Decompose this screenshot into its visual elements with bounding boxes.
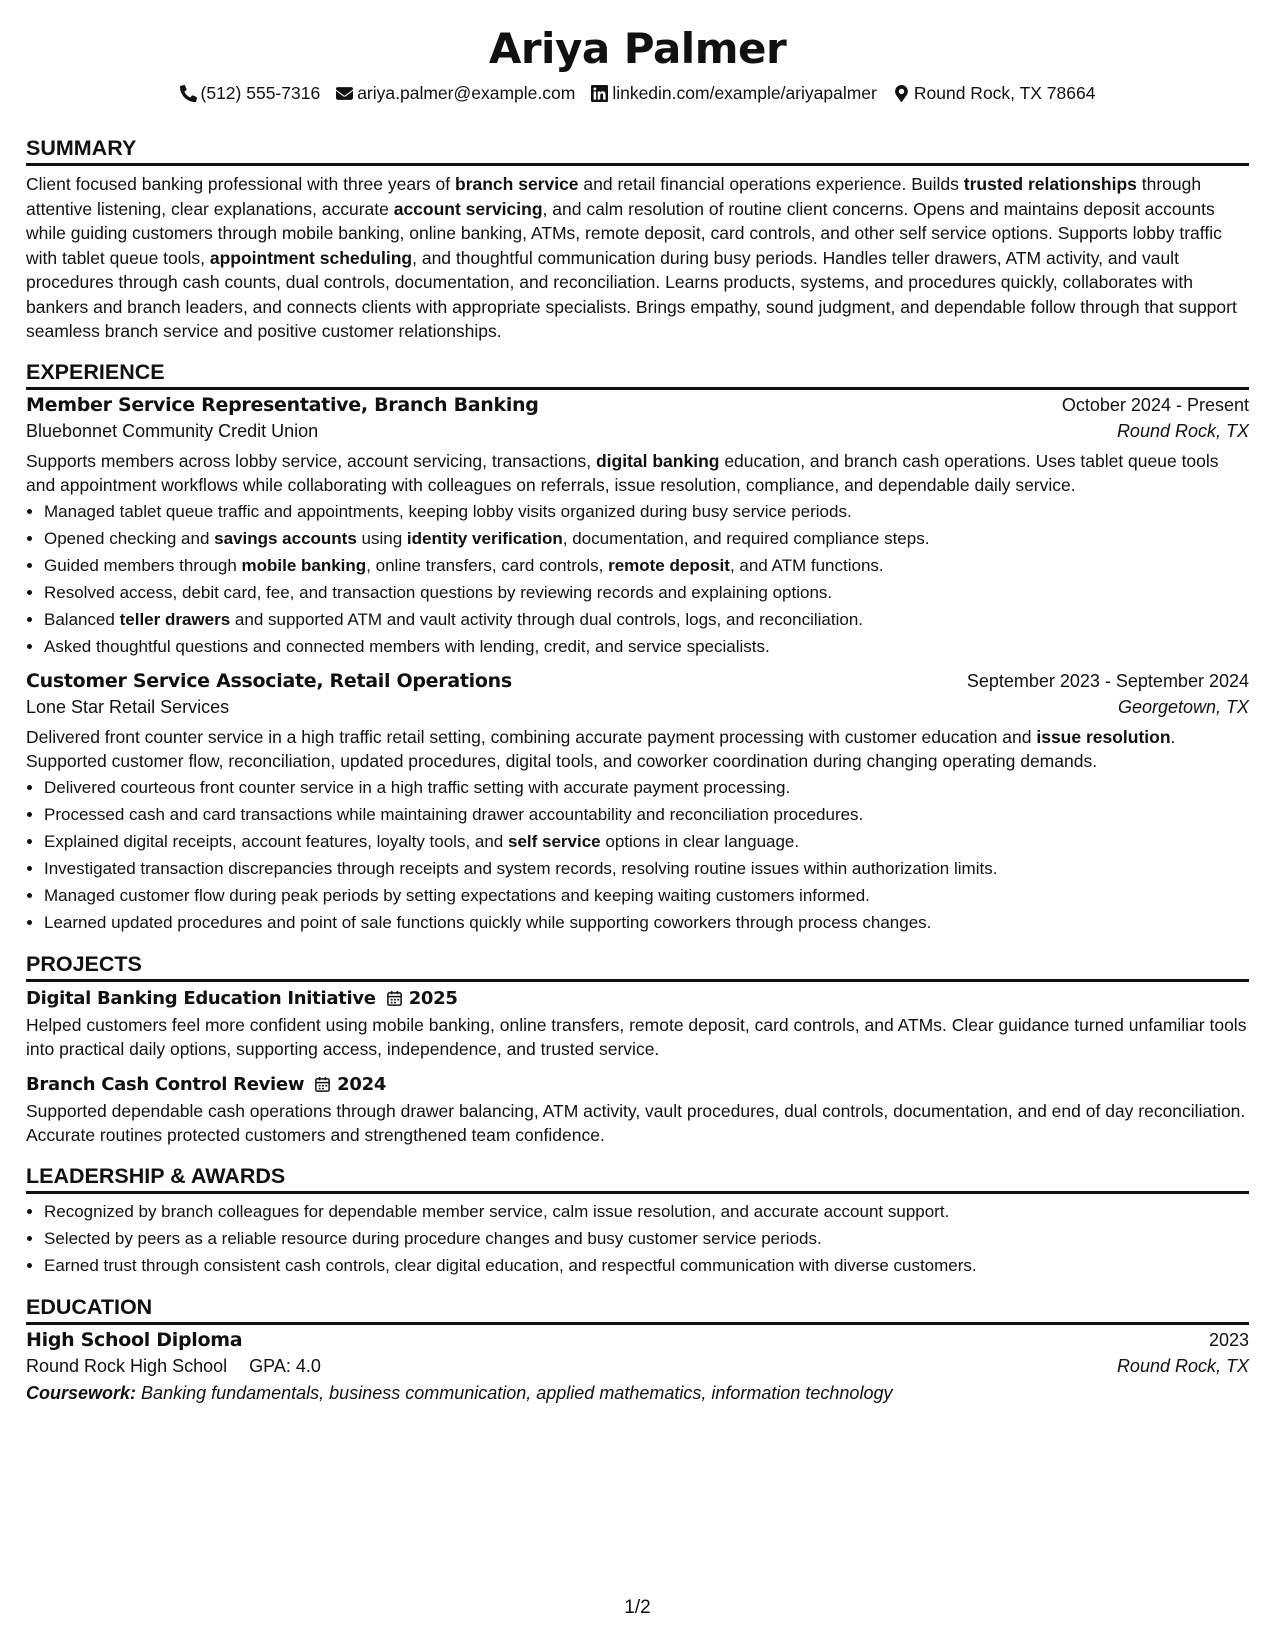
- linkedin-text: linkedin.com/example/ariyapalmer: [612, 83, 877, 103]
- bold-keyword: branch service: [455, 174, 579, 194]
- job-title: Customer Service Associate, Retail Operations: [26, 669, 512, 692]
- education-school: Round Rock High School: [26, 1355, 228, 1376]
- bullet-item: • Balanced teller drawers and supported ATM and vault activity through dual controls, logs, and reconciliation.: [44, 606, 1249, 633]
- phone-icon: [180, 85, 197, 102]
- bullet-item: • Guided members through mobile banking, online transfers, card controls, remote deposit, and ATM functions.: [44, 552, 1249, 579]
- job-entry: [26, 670, 1249, 936]
- bold-keyword: savings accounts: [214, 528, 357, 548]
- bullet-item: • Managed customer flow during peak periods by setting expectations and keeping waiting customers informed.: [44, 882, 1249, 909]
- bullet-item: • Asked thoughtful questions and connected members with lending, credit, and service specialists.: [44, 633, 1249, 660]
- job-date: October 2024 - Present: [1061, 394, 1249, 415]
- bullet-item: • Resolved access, debit card, fee, and transaction questions by reviewing records and explaining options.: [44, 579, 1249, 606]
- calendar-icon: [386, 990, 403, 1007]
- bullet-item: • Explained digital receipts, account features, loyalty tools, and self service options in clear language.: [44, 828, 1249, 855]
- job-bullets: [26, 774, 1249, 936]
- coursework-text: Banking fundamentals, business communication, applied mathematics, information technology: [141, 1382, 893, 1403]
- bold-keyword: trusted relationships: [963, 174, 1137, 194]
- section-title-projects: PROJECTS: [26, 950, 1249, 982]
- email-text: ariya.palmer@example.com: [357, 83, 576, 103]
- job-entry: [26, 394, 1249, 660]
- bullet-item: • Investigated transaction discrepancies through receipts and system records, resolving routine issues within authorization limits.: [44, 855, 1249, 882]
- bullet-item: • Delivered courteous front counter service in a high traffic setting with accurate payment processing.: [44, 774, 1249, 801]
- envelope-icon: [336, 85, 353, 102]
- education-gpa: GPA: 4.0: [249, 1355, 321, 1376]
- project-description: Supported dependable cash operations through drawer balancing, ATM activity, vault procedures, dual controls, documentation, and end of day reconciliation. Accurate routines protected customers and strengthened team confidence.: [26, 1100, 1246, 1145]
- bold-keyword: appointment scheduling: [209, 247, 413, 268]
- leadership-list: [26, 1198, 1249, 1279]
- location-text: Round Rock, TX 78664: [913, 83, 1096, 103]
- leadership-item: • Recognized by branch colleagues for dependable member service, calm issue resolution, and accurate account support.: [44, 1198, 1249, 1225]
- job-company: Bluebonnet Community Credit Union: [26, 420, 319, 441]
- job-date: September 2023 - September 2024: [966, 670, 1249, 691]
- project-title: Digital Banking Education Initiative: [26, 987, 376, 1009]
- education-year: 2023: [1208, 1329, 1249, 1350]
- bold-keyword: remote deposit: [608, 555, 730, 575]
- contact-linkedin[interactable]: [591, 80, 877, 106]
- summary-text: Client focused banking professional with three years of branch service and retail financial operations experience. Builds trusted relationships through attentive listening, clear explanations, accurate account servicing, and calm resolution of routine client concerns. Opens and maintains deposit accounts while guiding customers through mobile banking, online banking, ATMs, remote deposit, card controls, and other self service options. Supports lobby traffic with tablet queue tools, appointment scheduling, and thoughtful communication during busy periods. Handles teller drawers, ATM activity, and vault procedures through cash counts, dual controls, documentation, and reconciliation. Learns products, systems, and procedures quickly, collaborates with bankers and branch leaders, and connects clients with appropriate specialists. Brings empathy, sound judgment, and dependable follow through that support seamless branch service and positive customer relationships.: [26, 174, 1237, 341]
- contact-phone[interactable]: [180, 80, 321, 106]
- project-year: 2025: [408, 987, 458, 1009]
- project-entry: [26, 1074, 1249, 1148]
- map-pin-icon: [893, 85, 910, 102]
- contact-email[interactable]: [336, 80, 575, 106]
- calendar-icon: [314, 1076, 331, 1093]
- project-description: Helped customers feel more confident using mobile banking, online transfers, remote deposit, card controls, and ATMs. Clear guidance turned unfamiliar tools into practical daily options, supporting access, independence, and trusted service.: [26, 1014, 1247, 1059]
- bold-keyword: digital banking: [595, 450, 720, 471]
- project-title: Branch Cash Control Review: [26, 1073, 305, 1095]
- leadership-item: • Selected by peers as a reliable resource during procedure changes and busy customer service periods.: [44, 1225, 1249, 1252]
- coursework-label: Coursework:: [26, 1382, 137, 1403]
- education-degree: High School Diploma: [26, 1328, 243, 1351]
- section-title-experience: EXPERIENCE: [26, 358, 1249, 390]
- page-number: 1/2: [624, 1597, 651, 1618]
- bullet-item: • Processed cash and card transactions while maintaining drawer accountability and reconciliation procedures.: [44, 801, 1249, 828]
- bold-keyword: teller drawers: [119, 609, 231, 629]
- education-entry: [26, 1329, 1249, 1404]
- project-year: 2024: [337, 1073, 387, 1095]
- job-title: Member Service Representative, Branch Banking: [26, 393, 539, 416]
- contact-location: [893, 80, 1096, 106]
- education-location: Round Rock, TX: [1116, 1355, 1249, 1376]
- section-title-summary: SUMMARY: [26, 134, 1249, 166]
- bold-keyword: identity verification: [406, 528, 563, 548]
- leadership-item: • Earned trust through consistent cash controls, clear digital education, and respectful communication with diverse customers.: [44, 1252, 1249, 1279]
- bullet-item: • Learned updated procedures and point of sale functions quickly while supporting coworkers through process changes.: [44, 909, 1249, 936]
- job-summary: Supports members across lobby service, account servicing, transactions, digital banking education, and branch cash operations. Uses tablet queue tools and appointment workflows while collaborating with colleagues on referrals, issue resolution, compliance, and dependable daily service.: [26, 450, 1219, 495]
- bold-keyword: account servicing: [393, 198, 543, 219]
- job-location: Georgetown, TX: [1117, 696, 1249, 717]
- project-entry: [26, 988, 1249, 1062]
- candidate-name: Ariya Palmer: [488, 24, 787, 73]
- phone-text: (512) 555-7316: [200, 83, 321, 103]
- section-title-education: EDUCATION: [26, 1293, 1249, 1325]
- job-company: Lone Star Retail Services: [26, 696, 230, 717]
- linkedin-icon: [591, 85, 608, 102]
- contact-bar: [26, 80, 1249, 106]
- bold-keyword: issue resolution: [1036, 726, 1171, 747]
- job-bullets: [26, 498, 1249, 660]
- bullet-item: • Managed tablet queue traffic and appointments, keeping lobby visits organized during busy service periods.: [44, 498, 1249, 525]
- bold-keyword: self service: [508, 831, 601, 851]
- job-summary: Delivered front counter service in a high traffic retail setting, combining accurate payment processing with customer education and issue resolution. Supported customer flow, reconciliation, updated procedures, digital tools, and coworker coordination during changing operating demands.: [26, 726, 1176, 771]
- bold-keyword: mobile banking: [241, 555, 367, 575]
- bullet-item: • Opened checking and savings accounts using identity verification, documentation, and required compliance steps.: [44, 525, 1249, 552]
- section-title-leadership: LEADERSHIP & AWARDS: [26, 1162, 1249, 1194]
- job-location: Round Rock, TX: [1116, 420, 1249, 441]
